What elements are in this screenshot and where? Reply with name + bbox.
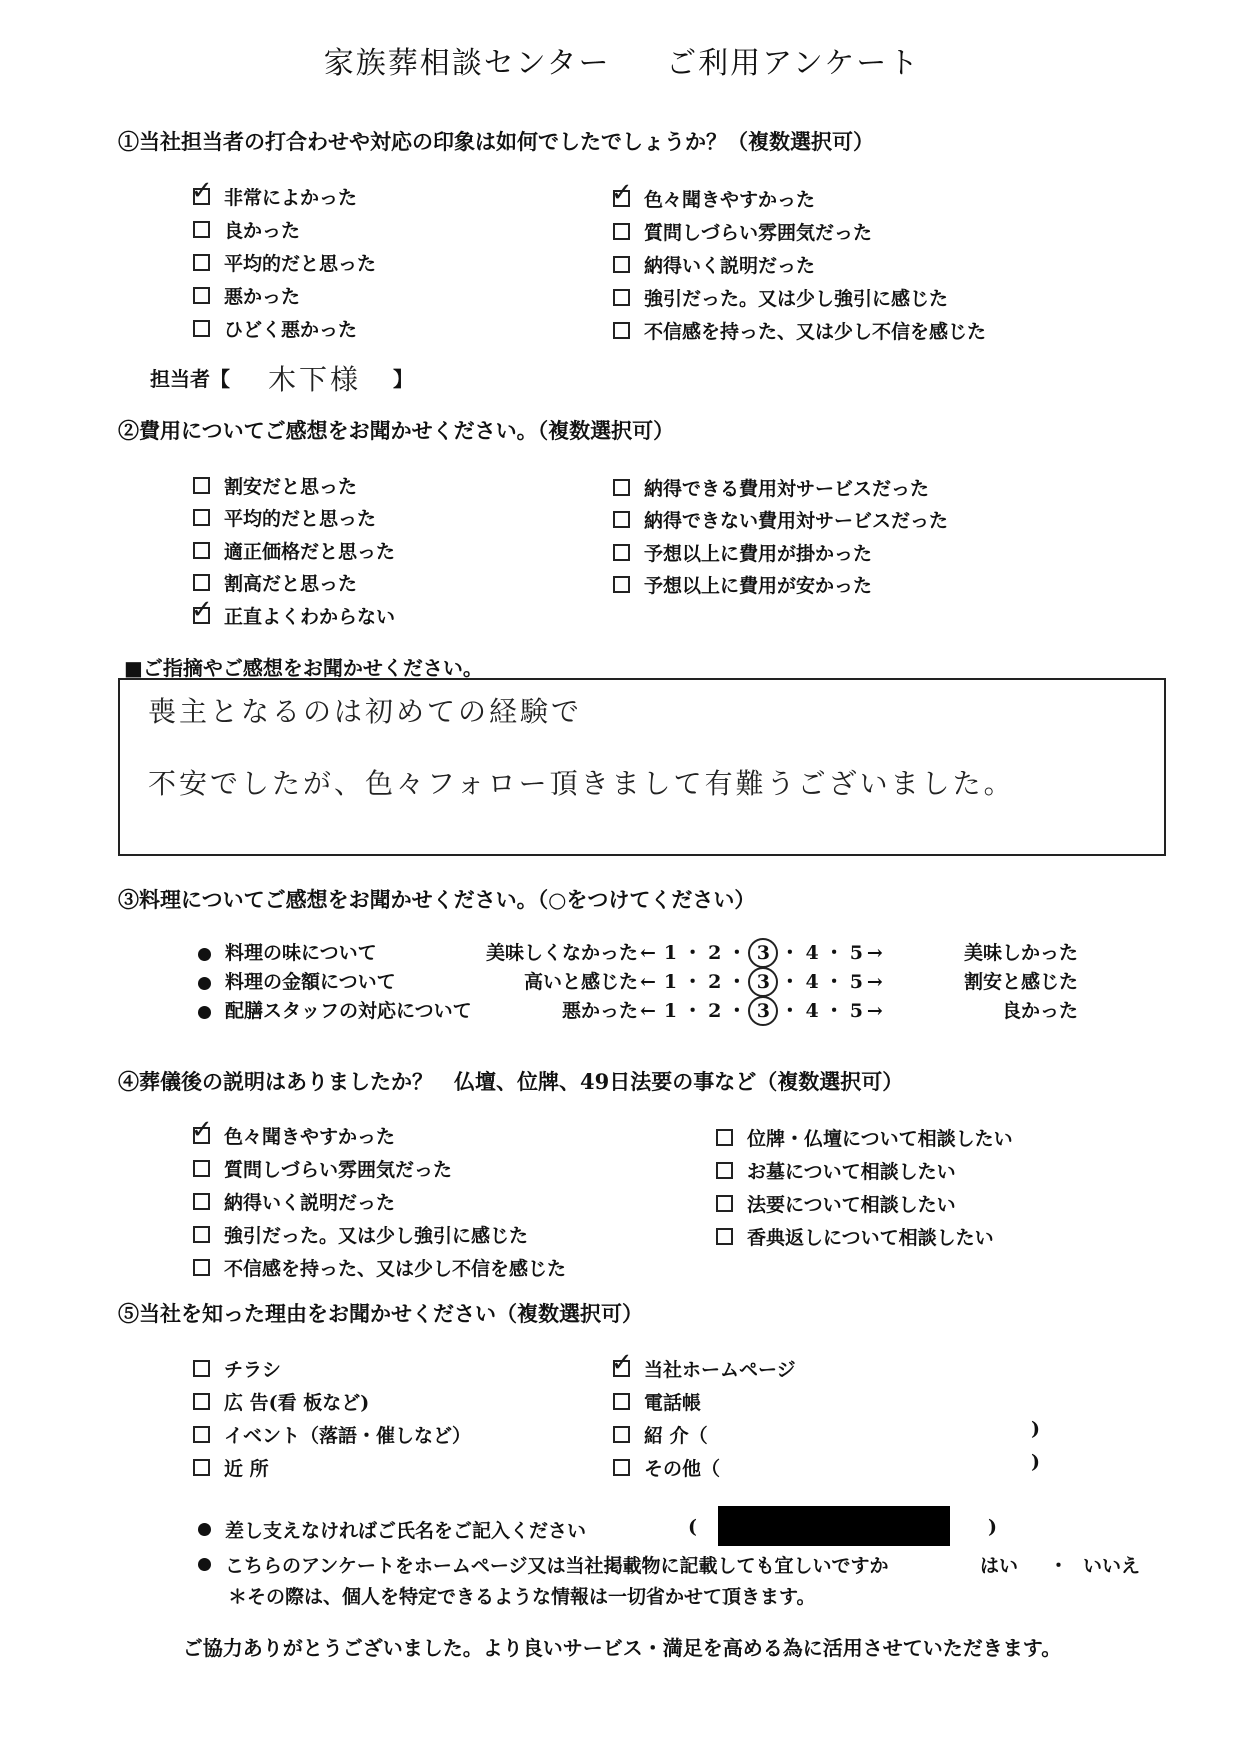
checkbox[interactable] [193, 1160, 210, 1177]
staff-name-handwritten[interactable]: 木下様 [268, 363, 362, 396]
name-field-redacted[interactable] [718, 1506, 950, 1546]
checkbox[interactable] [613, 289, 630, 306]
rating-item-label: 配膳スタッフの対応について [225, 1000, 472, 1022]
checkbox[interactable] [613, 1459, 630, 1476]
option-item[interactable] [193, 1418, 471, 1451]
checkbox[interactable] [613, 322, 630, 339]
option-label: 紹 介（ [644, 1425, 708, 1447]
option-label: 予想以上に費用が掛かった [644, 542, 873, 565]
option-label: 正直よくわからない [224, 605, 396, 628]
referral-paren-close: ) [1031, 1418, 1040, 1440]
privacy-note: ＊その際は、個人を特定できるような情報は一切省かせて頂きます。 [228, 1586, 816, 1608]
rating-high-label: 良かった [1001, 1000, 1078, 1022]
option-item[interactable] [193, 279, 376, 312]
checkbox[interactable] [193, 509, 210, 526]
option-item[interactable] [613, 314, 986, 347]
q5-right-options [611, 1348, 796, 1484]
rating-item [198, 967, 396, 994]
option-label: 平均的だと思った [224, 253, 377, 275]
option-label: 平均的だと思った [224, 508, 377, 531]
checkbox[interactable] [716, 1195, 733, 1212]
scale-separator: ・ [780, 971, 800, 993]
option-label: 割高だと思った [224, 573, 358, 596]
option-label: 不信感を持った、又は少し不信を感じた [644, 321, 987, 343]
scale-number[interactable]: 1 [663, 1000, 678, 1022]
option-label: 納得いく説明だった [644, 255, 816, 277]
bullet-icon [198, 1558, 211, 1571]
option-label: 法要について相談したい [747, 1194, 956, 1216]
scale-separator: ・ [683, 971, 703, 993]
scale-number[interactable]: 5 [849, 942, 863, 964]
option-label: 不信感を持った、又は少し不信を感じた [224, 1258, 567, 1280]
name-line [198, 1516, 586, 1543]
option-label: 広 告(看 板など) [224, 1392, 370, 1414]
publish-dot: ・ [1049, 1555, 1069, 1577]
q4-right-options [716, 1121, 1013, 1253]
checkbox[interactable] [613, 223, 630, 240]
checkbox[interactable] [613, 544, 630, 561]
arrow-left-icon: ← [640, 942, 656, 964]
option-item[interactable] [193, 567, 395, 600]
option-label: 色々聞きやすかった [644, 189, 816, 211]
q5-heading: ⑤当社を知った理由をお聞かせください（複数選択可） [118, 1301, 643, 1326]
checkbox[interactable] [613, 511, 630, 528]
option-label: ひどく悪かった [224, 319, 358, 341]
checkbox[interactable] [193, 254, 210, 271]
option-item[interactable] [193, 312, 376, 345]
rating-high-label: 美味しかった [963, 942, 1078, 964]
checkmark-icon: ✓ [611, 1348, 633, 1378]
option-label: お墓について相談したい [747, 1161, 956, 1183]
scale-number[interactable]: 5 [849, 1000, 863, 1022]
rating-high-label: 割安と感じた [963, 971, 1078, 993]
title-survey: ご利用アンケート [666, 46, 921, 81]
q3-heading: ③料理についてご感想をお聞かせください。（○をつけてください） [118, 887, 756, 912]
checkbox[interactable] [613, 576, 630, 593]
checkbox[interactable] [611, 1348, 633, 1378]
checkbox[interactable] [193, 1259, 210, 1276]
option-label: 納得できない費用対サービスだった [644, 510, 949, 533]
scale-separator: ・ [824, 942, 844, 964]
checkbox[interactable] [193, 221, 210, 238]
option-item[interactable] [613, 569, 948, 602]
checkbox[interactable] [613, 1426, 630, 1443]
scale-number[interactable]: 2 [708, 971, 722, 993]
publish-yes[interactable]: はい [980, 1555, 1019, 1577]
option-item[interactable] [193, 1251, 566, 1284]
option-label: 当社ホームページ [644, 1359, 796, 1381]
rating-item-label: 料理の金額について [225, 971, 396, 993]
option-item[interactable] [193, 469, 395, 502]
option-label: 香典返しについて相談したい [747, 1227, 994, 1249]
rating-item [198, 996, 472, 1023]
checkbox[interactable] [611, 178, 633, 208]
option-item[interactable] [193, 1185, 566, 1218]
option-item[interactable] [193, 1385, 471, 1418]
rating-row [198, 938, 1078, 967]
option-label: 質問しづらい雰囲気だった [224, 1159, 453, 1181]
option-label: チラシ [224, 1359, 282, 1381]
q4-left-options [191, 1115, 567, 1284]
option-item[interactable] [613, 1385, 796, 1418]
checkbox[interactable] [191, 176, 213, 206]
option-label: 割安だと思った [224, 475, 358, 498]
option-item[interactable] [716, 1187, 1013, 1220]
option-label: 悪かった [224, 286, 301, 308]
option-item[interactable] [193, 534, 395, 567]
checkbox[interactable] [193, 1193, 210, 1210]
checkmark-icon: ✓ [611, 178, 633, 208]
bullet-icon [198, 1006, 211, 1019]
scale-number[interactable]: 2 [708, 942, 722, 964]
q5-left-options [193, 1352, 471, 1484]
option-label: 色々聞きやすかった [224, 1126, 396, 1148]
scale-number[interactable]: 3 [748, 967, 778, 997]
option-label: その他（ [644, 1458, 721, 1480]
checkbox[interactable] [193, 477, 210, 494]
q2-right-options [613, 471, 948, 601]
option-label: 近 所 [224, 1458, 269, 1480]
option-item[interactable] [193, 502, 395, 535]
publish-no[interactable]: いいえ [1083, 1555, 1141, 1577]
rating-item-label: 料理の味について [225, 942, 377, 964]
other-paren-close: ) [1031, 1451, 1040, 1473]
bullet-icon [198, 977, 211, 990]
option-item[interactable] [716, 1121, 1013, 1154]
option-item[interactable] [613, 248, 986, 281]
checkbox[interactable] [716, 1162, 733, 1179]
comment-line-2: 不安でしたが、色々フォロー頂きまして有難うございました。 [148, 767, 1015, 800]
checkbox[interactable] [613, 479, 630, 496]
option-label: 適正価格だと思った [224, 540, 396, 563]
scale-separator: ・ [824, 971, 844, 993]
checkbox[interactable] [193, 1393, 210, 1410]
checkbox[interactable] [193, 287, 210, 304]
checkbox[interactable] [191, 1115, 213, 1145]
q1-right-options [611, 178, 987, 347]
q2-heading: ②費用についてご感想をお聞かせください。（複数選択可） [118, 418, 675, 443]
rating-low-label: 悪かった [561, 1000, 638, 1022]
rating-scale [640, 938, 883, 968]
q1-heading: ①当社担当者の打合わせや対応の印象は如何でしたでしょうか？（複数選択可） [118, 129, 874, 154]
checkbox[interactable] [193, 1360, 210, 1377]
arrow-left-icon: ← [640, 1000, 656, 1022]
rating-scale [640, 967, 883, 997]
arrow-right-icon: → [866, 1000, 883, 1022]
option-item[interactable] [193, 1352, 471, 1385]
scale-number[interactable]: 1 [663, 971, 678, 993]
q2-left-options [193, 469, 395, 632]
option-label: イベント（落語・催しなど） [224, 1425, 472, 1447]
option-label: 強引だった。又は少し強引に感じた [644, 288, 949, 310]
option-label: 強引だった。又は少し強引に感じた [224, 1225, 529, 1247]
scale-number[interactable]: 3 [748, 996, 778, 1026]
name-close-paren: ) [988, 1516, 997, 1538]
scale-number[interactable]: 4 [805, 971, 819, 993]
name-open-paren: ( [688, 1516, 697, 1538]
scale-separator: ・ [683, 942, 703, 964]
option-item[interactable] [193, 1451, 471, 1484]
arrow-left-icon: ← [640, 971, 656, 993]
option-label: 良かった [224, 220, 301, 242]
bullet-icon [198, 1523, 211, 1536]
option-item[interactable] [193, 213, 376, 246]
option-label: 納得できる費用対サービスだった [644, 477, 930, 500]
checkmark-icon: ✓ [191, 1115, 213, 1145]
checkbox[interactable] [716, 1228, 733, 1245]
checkbox[interactable] [193, 1426, 210, 1443]
staff-close: 】 [393, 367, 413, 391]
scale-number[interactable]: 1 [663, 942, 678, 964]
option-item[interactable] [613, 281, 986, 314]
scale-separator: ・ [683, 1000, 703, 1022]
scale-separator: ・ [727, 971, 747, 993]
option-item[interactable] [716, 1220, 1013, 1253]
option-label: 質問しづらい雰囲気だった [644, 222, 873, 244]
option-item[interactable] [716, 1154, 1013, 1187]
comments-heading: ■ご指摘やご感想をお聞かせください。 [124, 656, 483, 680]
rating-low-label: 美味しくなかった [485, 942, 638, 964]
arrow-right-icon: → [866, 942, 883, 964]
scale-separator: ・ [727, 1000, 747, 1022]
option-item[interactable] [611, 1348, 796, 1385]
checkbox[interactable] [716, 1129, 733, 1146]
scale-number[interactable]: 5 [849, 971, 863, 993]
rating-item [198, 938, 377, 965]
scale-separator: ・ [824, 1000, 844, 1022]
scale-separator: ・ [780, 1000, 800, 1022]
staff-label: 担当者【 [150, 367, 230, 391]
rating-low-label: 高いと感じた [523, 971, 638, 993]
option-item[interactable] [613, 504, 948, 537]
page-title [0, 38, 1244, 82]
scale-separator: ・ [727, 942, 747, 964]
option-label: 位牌・仏壇について相談したい [747, 1128, 1013, 1150]
option-item[interactable] [191, 1115, 566, 1152]
option-label: 予想以上に費用が安かった [644, 575, 873, 598]
scale-number[interactable]: 2 [708, 1000, 722, 1022]
option-item[interactable] [193, 1152, 566, 1185]
checkbox[interactable] [193, 574, 210, 591]
checkbox[interactable] [613, 256, 630, 273]
option-label: 電話帳 [644, 1392, 702, 1414]
name-label: 差し支えなければご氏名をご記入ください [225, 1520, 587, 1542]
q4-heading: ④葬儀後の説明はありましたか？ 仏壇、位牌、49日法要の事など（複数選択可） [118, 1069, 904, 1094]
option-label: 納得いく説明だった [224, 1192, 396, 1214]
footer-thanks: ご協力ありがとうございました。より良いサービス・満足を高める為に活用させていただきます。 [182, 1636, 1062, 1660]
q3-rating-rows [198, 938, 1078, 1025]
checkbox[interactable] [613, 1393, 630, 1410]
checkbox[interactable] [193, 542, 210, 559]
option-item[interactable] [191, 594, 396, 632]
option-item[interactable] [613, 471, 948, 504]
checkbox[interactable] [193, 1459, 210, 1476]
bullet-icon [198, 948, 211, 961]
option-item[interactable] [613, 1451, 796, 1484]
option-item[interactable] [613, 536, 948, 569]
rating-row [198, 967, 1078, 996]
option-item[interactable] [191, 176, 376, 213]
checkbox[interactable] [191, 594, 213, 625]
comment-line-1: 喪主となるのは初めての経験で [148, 695, 583, 728]
option-item[interactable] [611, 178, 986, 215]
scale-separator: ・ [780, 942, 800, 964]
option-item[interactable] [613, 1418, 796, 1451]
option-item[interactable] [613, 215, 986, 248]
title-org: 家族葬相談センター [323, 46, 611, 81]
q1-left-options [191, 176, 377, 345]
checkmark-icon: ✓ [191, 594, 213, 625]
scale-number[interactable]: 4 [805, 1000, 819, 1022]
arrow-right-icon: → [866, 971, 883, 993]
checkbox[interactable] [193, 320, 210, 337]
rating-scale [640, 996, 883, 1026]
option-item[interactable] [193, 246, 376, 279]
checkmark-icon: ✓ [191, 176, 213, 206]
option-label: 非常によかった [224, 187, 358, 209]
rating-row [198, 996, 1078, 1025]
publish-line [198, 1551, 888, 1578]
option-item[interactable] [193, 1218, 566, 1251]
scale-number[interactable]: 3 [748, 938, 778, 968]
checkbox[interactable] [193, 1226, 210, 1243]
publish-label: こちらのアンケートをホームページ又は当社掲載物に記載しても宜しいですか [225, 1555, 889, 1577]
scale-number[interactable]: 4 [805, 942, 819, 964]
